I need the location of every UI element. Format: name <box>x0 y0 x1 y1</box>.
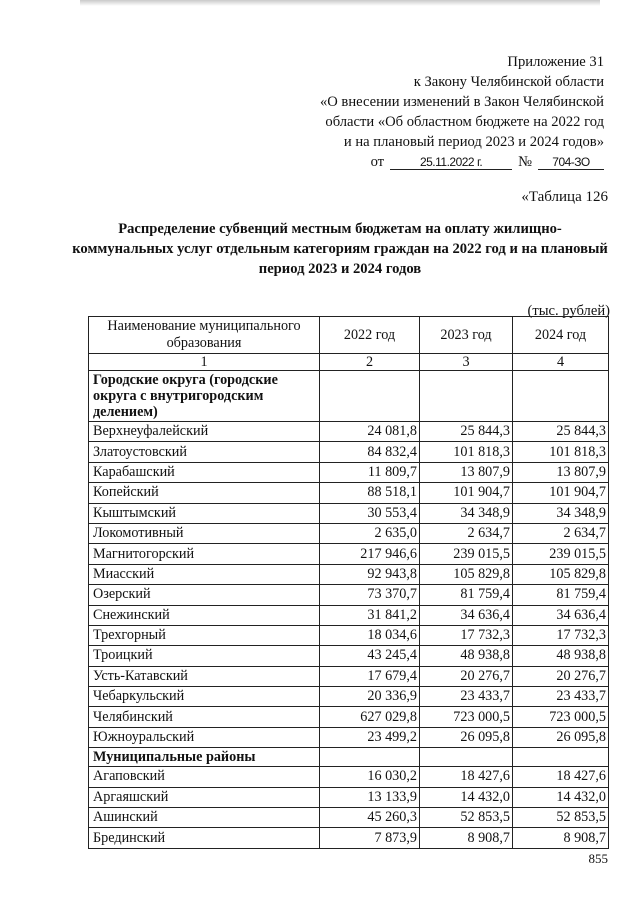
municipality-name: Челябинский <box>89 707 320 727</box>
amount-2024: 239 015,5 <box>513 544 609 564</box>
amount-2024: 20 276,7 <box>513 666 609 686</box>
units-label: (тыс. рублей) <box>527 303 610 319</box>
table-row <box>89 523 609 543</box>
column-index-row <box>89 354 609 371</box>
amount-2024: 2 634,7 <box>513 523 609 543</box>
column-header-name: Наименование муниципального образования <box>89 317 320 354</box>
table-row <box>89 666 609 686</box>
table-row <box>89 767 609 787</box>
municipality-name: Верхнеуфалейский <box>89 422 320 442</box>
amount-2024: 18 427,6 <box>513 767 609 787</box>
amount-2023: 239 015,5 <box>420 544 513 564</box>
column-index: 3 <box>420 354 513 371</box>
amount-2024: 26 095,8 <box>513 727 609 747</box>
amount-2024: 8 908,7 <box>513 828 609 848</box>
municipality-name: Златоустовский <box>89 442 320 462</box>
table-header-row <box>89 317 609 354</box>
municipality-name: Трехгорный <box>89 625 320 645</box>
appendix-line-1: Приложение 31 <box>507 54 604 70</box>
municipality-name: Озерский <box>89 585 320 605</box>
amount-2024: 13 807,9 <box>513 462 609 482</box>
amount-2022: 45 260,3 <box>320 808 420 828</box>
table-row <box>89 422 609 442</box>
section-header-row <box>89 748 609 767</box>
municipality-name: Карабашский <box>89 462 320 482</box>
table-row <box>89 828 609 848</box>
amount-2022: 17 679,4 <box>320 666 420 686</box>
amount-2023: 18 427,6 <box>420 767 513 787</box>
amount-2024: 17 732,3 <box>513 625 609 645</box>
table-row <box>89 687 609 707</box>
date-prefix: от <box>370 154 385 170</box>
page-number: 855 <box>588 851 608 866</box>
section-title: Муниципальные районы <box>89 748 320 767</box>
subsidy-table <box>88 316 609 849</box>
number-prefix: № <box>518 154 532 170</box>
amount-2024: 48 938,8 <box>513 646 609 666</box>
amount-2023: 723 000,5 <box>420 707 513 727</box>
table-row <box>89 564 609 584</box>
municipality-name: Локомотивный <box>89 523 320 543</box>
amount-2022: 2 635,0 <box>320 523 420 543</box>
amount-2023: 14 432,0 <box>420 787 513 807</box>
municipality-name: Троицкий <box>89 646 320 666</box>
amount-2022: 23 499,2 <box>320 727 420 747</box>
column-index: 1 <box>89 354 320 371</box>
municipality-name: Южноуральский <box>89 727 320 747</box>
municipality-name: Кыштымский <box>89 503 320 523</box>
amount-2023: 13 807,9 <box>420 462 513 482</box>
amount-2023: 52 853,5 <box>420 808 513 828</box>
amount-2022: 73 370,7 <box>320 585 420 605</box>
amount-2024: 105 829,8 <box>513 564 609 584</box>
empty-cell <box>320 748 420 767</box>
column-index: 2 <box>320 354 420 371</box>
appendix-line-3: «О внесении изменений в Закон Челябинской <box>319 94 604 110</box>
amount-2022: 18 034,6 <box>320 625 420 645</box>
table-row <box>89 462 609 482</box>
appendix-header <box>274 52 604 172</box>
amount-2022: 217 946,6 <box>320 544 420 564</box>
empty-cell <box>320 371 420 422</box>
table-row <box>89 585 609 605</box>
document-title: Распределение субвенций местным бюджетам на оплату жилищно-коммунальных услуг отдельным категориям граждан на 2022 год и на плановый период 2023 и 2024 годов <box>72 221 608 277</box>
amount-2024: 101 818,3 <box>513 442 609 462</box>
amount-2022: 13 133,9 <box>320 787 420 807</box>
amount-2023: 101 904,7 <box>420 483 513 503</box>
table-row <box>89 544 609 564</box>
empty-cell <box>420 748 513 767</box>
amount-2022: 43 245,4 <box>320 646 420 666</box>
amount-2022: 627 029,8 <box>320 707 420 727</box>
amount-2023: 17 732,3 <box>420 625 513 645</box>
scan-edge-shadow <box>80 0 600 6</box>
amount-2024: 23 433,7 <box>513 687 609 707</box>
table-row <box>89 503 609 523</box>
column-index: 4 <box>513 354 609 371</box>
amount-2022: 7 873,9 <box>320 828 420 848</box>
table-row <box>89 442 609 462</box>
amount-2023: 34 348,9 <box>420 503 513 523</box>
amount-2022: 84 832,4 <box>320 442 420 462</box>
date-value: 25.11.2022 г. <box>390 155 512 170</box>
amount-2022: 11 809,7 <box>320 462 420 482</box>
table-row <box>89 727 609 747</box>
amount-2022: 31 841,2 <box>320 605 420 625</box>
empty-cell <box>513 748 609 767</box>
municipality-name: Аргаяшский <box>89 787 320 807</box>
section-title: Городские округа (городские округа с внутригородским делением) <box>89 371 320 422</box>
municipality-name: Снежинский <box>89 605 320 625</box>
amount-2024: 52 853,5 <box>513 808 609 828</box>
amount-2022: 92 943,8 <box>320 564 420 584</box>
appendix-line-4: области «Об областном бюджете на 2022 год <box>325 114 604 130</box>
amount-2024: 25 844,3 <box>513 422 609 442</box>
table-row <box>89 605 609 625</box>
municipality-name: Брединский <box>89 828 320 848</box>
appendix-line-2: к Закону Челябинской области <box>413 74 604 90</box>
amount-2022: 30 553,4 <box>320 503 420 523</box>
amount-2024: 101 904,7 <box>513 483 609 503</box>
municipality-name: Миасский <box>89 564 320 584</box>
municipality-name: Усть-Катавский <box>89 666 320 686</box>
amount-2024: 723 000,5 <box>513 707 609 727</box>
amount-2023: 20 276,7 <box>420 666 513 686</box>
municipality-name: Агаповский <box>89 767 320 787</box>
amount-2023: 23 433,7 <box>420 687 513 707</box>
amount-2022: 20 336,9 <box>320 687 420 707</box>
municipality-name: Чебаркульский <box>89 687 320 707</box>
column-header-2024: 2024 год <box>513 317 609 354</box>
amount-2023: 2 634,7 <box>420 523 513 543</box>
municipality-name: Копейский <box>89 483 320 503</box>
amount-2022: 88 518,1 <box>320 483 420 503</box>
amount-2024: 81 759,4 <box>513 585 609 605</box>
amount-2023: 26 095,8 <box>420 727 513 747</box>
number-value: 704-ЗО <box>538 155 604 170</box>
empty-cell <box>513 371 609 422</box>
table-label: «Таблица 126 <box>521 189 608 205</box>
municipality-name: Ашинский <box>89 808 320 828</box>
table-row <box>89 787 609 807</box>
empty-cell <box>420 371 513 422</box>
amount-2023: 34 636,4 <box>420 605 513 625</box>
amount-2024: 34 348,9 <box>513 503 609 523</box>
column-header-2023: 2023 год <box>420 317 513 354</box>
table-row <box>89 707 609 727</box>
column-header-2022: 2022 год <box>320 317 420 354</box>
table-row <box>89 808 609 828</box>
amount-2022: 24 081,8 <box>320 422 420 442</box>
table-row <box>89 625 609 645</box>
amount-2024: 14 432,0 <box>513 787 609 807</box>
table-row <box>89 646 609 666</box>
amount-2024: 34 636,4 <box>513 605 609 625</box>
section-header-row <box>89 371 609 422</box>
table-row <box>89 483 609 503</box>
amount-2022: 16 030,2 <box>320 767 420 787</box>
appendix-line-5: и на плановый период 2023 и 2024 годов» <box>343 134 604 150</box>
amount-2023: 25 844,3 <box>420 422 513 442</box>
date-number-line <box>274 152 604 172</box>
amount-2023: 81 759,4 <box>420 585 513 605</box>
municipality-name: Магнитогорский <box>89 544 320 564</box>
amount-2023: 101 818,3 <box>420 442 513 462</box>
amount-2023: 8 908,7 <box>420 828 513 848</box>
amount-2023: 105 829,8 <box>420 564 513 584</box>
amount-2023: 48 938,8 <box>420 646 513 666</box>
